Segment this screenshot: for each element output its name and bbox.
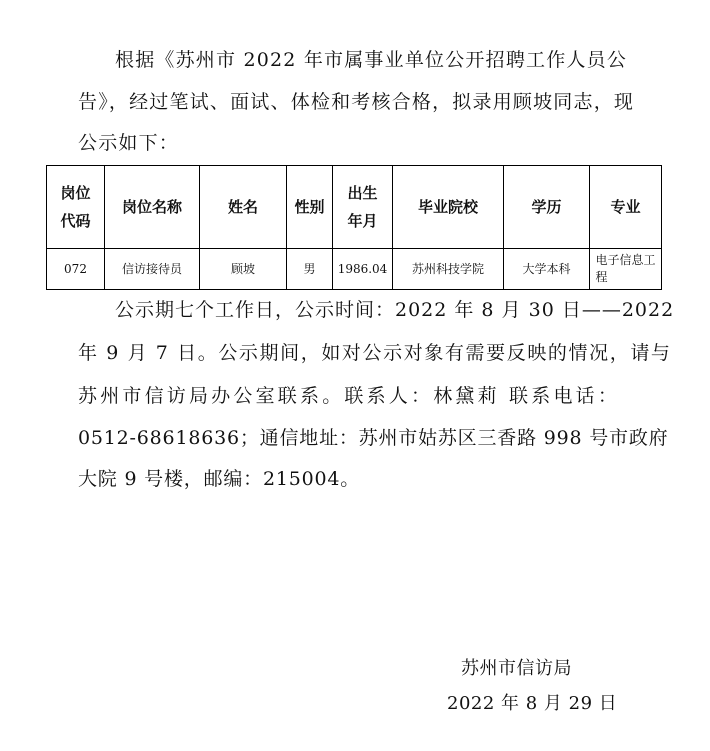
cell-major: 电子信息工程 bbox=[590, 249, 662, 290]
header-gender: 性别 bbox=[287, 166, 333, 249]
cell-education: 大学本科 bbox=[504, 249, 590, 290]
notice-line-1: 公示期七个工作日，公示时间：2022 年 8 月 30 日——2022 bbox=[115, 299, 675, 321]
signature-date: 2022 年 8 月 29 日 bbox=[447, 693, 618, 714]
signature-org: 苏州市信访局 bbox=[461, 658, 572, 679]
cell-position-code: 072 bbox=[47, 249, 105, 290]
notice-line-4: 0512-68618636；通信地址：苏州市姑苏区三香路 998 号市政府 bbox=[78, 427, 669, 449]
header-name: 姓名 bbox=[200, 166, 287, 249]
header-position-code: 岗位代码 bbox=[47, 166, 105, 249]
table-row bbox=[47, 249, 662, 290]
cell-position-name: 信访接待员 bbox=[105, 249, 200, 290]
header-major: 专业 bbox=[590, 166, 662, 249]
cell-gender: 男 bbox=[287, 249, 333, 290]
notice-line-5: 大院 9 号楼，邮编：215004。 bbox=[78, 468, 361, 490]
notice-line-3: 苏州市信访局办公室联系。联系人：林黛莉 联系电话： bbox=[78, 385, 621, 407]
notice-line-2: 年 9 月 7 日。公示期间，如对公示对象有需要反映的情况，请与 bbox=[78, 342, 672, 364]
hiring-table bbox=[46, 165, 662, 290]
intro-line-3: 公示如下： bbox=[78, 132, 180, 154]
header-birth-date: 出生年月 bbox=[333, 166, 393, 249]
header-position-name: 岗位名称 bbox=[105, 166, 200, 249]
header-education: 学历 bbox=[504, 166, 590, 249]
cell-name: 顾坡 bbox=[200, 249, 287, 290]
header-school: 毕业院校 bbox=[393, 166, 504, 249]
table-header-row bbox=[47, 166, 662, 249]
intro-line-1: 根据《苏州市 2022 年市属事业单位公开招聘工作人员公 bbox=[115, 49, 628, 71]
cell-school: 苏州科技学院 bbox=[393, 249, 504, 290]
intro-line-2: 告》，经过笔试、面试、体检和考核合格，拟录用顾坡同志，现 bbox=[78, 91, 635, 113]
cell-birth-date: 1986.04 bbox=[333, 249, 393, 290]
